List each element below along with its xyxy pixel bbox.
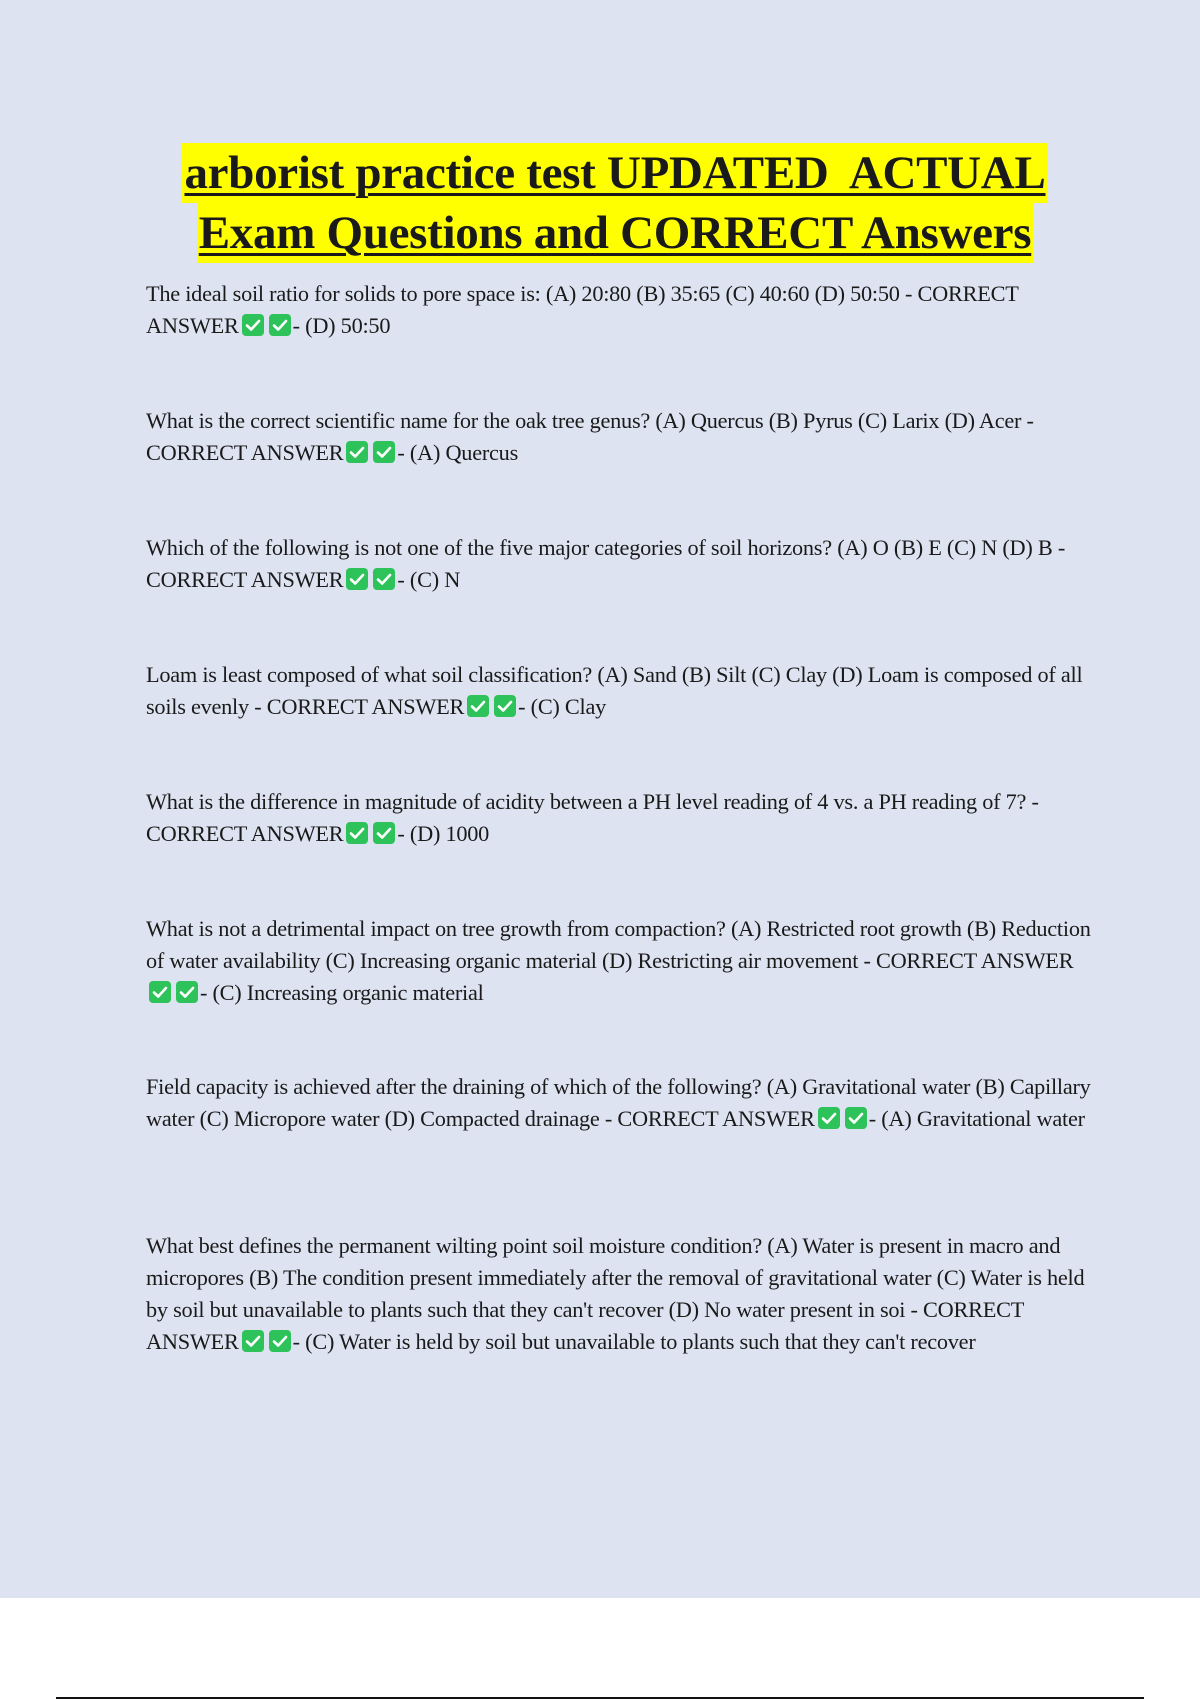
question-text: The ideal soil ratio for solids to pore space is: (A) 20:80 (B) 35:65 (C) 40:60 (D) 50:50 - CORRECT ANSWER bbox=[146, 281, 1019, 338]
title-line-1: arborist practice test UPDATED ACTUAL bbox=[182, 143, 1047, 203]
check-mark-button-icon bbox=[242, 1330, 264, 1352]
answer-text: - (C) N bbox=[397, 567, 461, 592]
check-mark-button-icon bbox=[346, 822, 368, 844]
check-mark-button-icon bbox=[373, 568, 395, 590]
question-item bbox=[146, 1230, 1091, 1358]
question-item bbox=[146, 786, 1091, 850]
footer-divider bbox=[56, 1697, 1144, 1699]
question-text: What is the correct scientific name for the oak tree genus? (A) Quercus (B) Pyrus (C) Larix (D) Acer - CORRECT ANSWER bbox=[146, 408, 1034, 465]
check-mark-button-icon bbox=[242, 314, 264, 336]
check-mark-button-icon bbox=[269, 314, 291, 336]
check-mark-button-icon bbox=[494, 695, 516, 717]
answer-text: - (A) Gravitational water bbox=[868, 1106, 1085, 1131]
answer-text: - (A) Quercus bbox=[397, 440, 518, 465]
check-mark-button-icon bbox=[373, 441, 395, 463]
check-mark-button-icon bbox=[467, 695, 489, 717]
check-mark-button-icon bbox=[346, 441, 368, 463]
answer-text: - (C) Water is held by soil but unavailable to plants such that they can't recover bbox=[292, 1329, 976, 1354]
question-text: What best defines the permanent wilting point soil moisture condition? (A) Water is present in macro and micropores (B) The condition present immediately after the removal of gravitational water (C) Water is held by soil but unavailable to plants such that they can't recover (D) No water present in soi - CORRECT ANSWER bbox=[146, 1233, 1085, 1354]
title-line-2: Exam Questions and CORRECT Answers bbox=[197, 203, 1033, 263]
check-mark-button-icon bbox=[346, 568, 368, 590]
question-item bbox=[146, 405, 1091, 469]
question-item bbox=[146, 913, 1091, 1009]
check-mark-button-icon bbox=[176, 981, 198, 1003]
question-item bbox=[146, 278, 1091, 342]
answer-text: - (D) 50:50 bbox=[292, 313, 391, 338]
question-text: Which of the following is not one of the five major categories of soil horizons? (A) O (B) E (C) N (D) B - CORRECT ANSWER bbox=[146, 535, 1066, 592]
answer-text: - (D) 1000 bbox=[397, 821, 490, 846]
question-text: Field capacity is achieved after the draining of which of the following? (A) Gravitational water (B) Capillary water (C) Micropore water (D) Compacted drainage - CORRECT ANSWER bbox=[146, 1074, 1091, 1131]
question-text: What is not a detrimental impact on tree growth from compaction? (A) Restricted root growth (B) Reduction of water availability (C) Increasing organic material (D) Restricting air movement - CORRECT ANSWER bbox=[146, 916, 1091, 973]
check-mark-button-icon bbox=[149, 981, 171, 1003]
question-text: Loam is least composed of what soil classification? (A) Sand (B) Silt (C) Clay (D) Loam is composed of all soils evenly - CORRECT ANSWER bbox=[146, 662, 1083, 719]
question-text: What is the difference in magnitude of acidity between a PH level reading of 4 vs. a PH reading of 7? - CORRECT ANSWER bbox=[146, 789, 1039, 846]
check-mark-button-icon bbox=[269, 1330, 291, 1352]
check-mark-button-icon bbox=[845, 1107, 867, 1129]
document-title bbox=[0, 143, 1200, 263]
check-mark-button-icon bbox=[373, 822, 395, 844]
question-item bbox=[146, 1071, 1091, 1135]
question-item bbox=[146, 532, 1091, 596]
check-mark-button-icon bbox=[818, 1107, 840, 1129]
answer-text: - (C) Increasing organic material bbox=[200, 980, 484, 1005]
answer-text: - (C) Clay bbox=[518, 694, 607, 719]
question-item bbox=[146, 659, 1091, 723]
